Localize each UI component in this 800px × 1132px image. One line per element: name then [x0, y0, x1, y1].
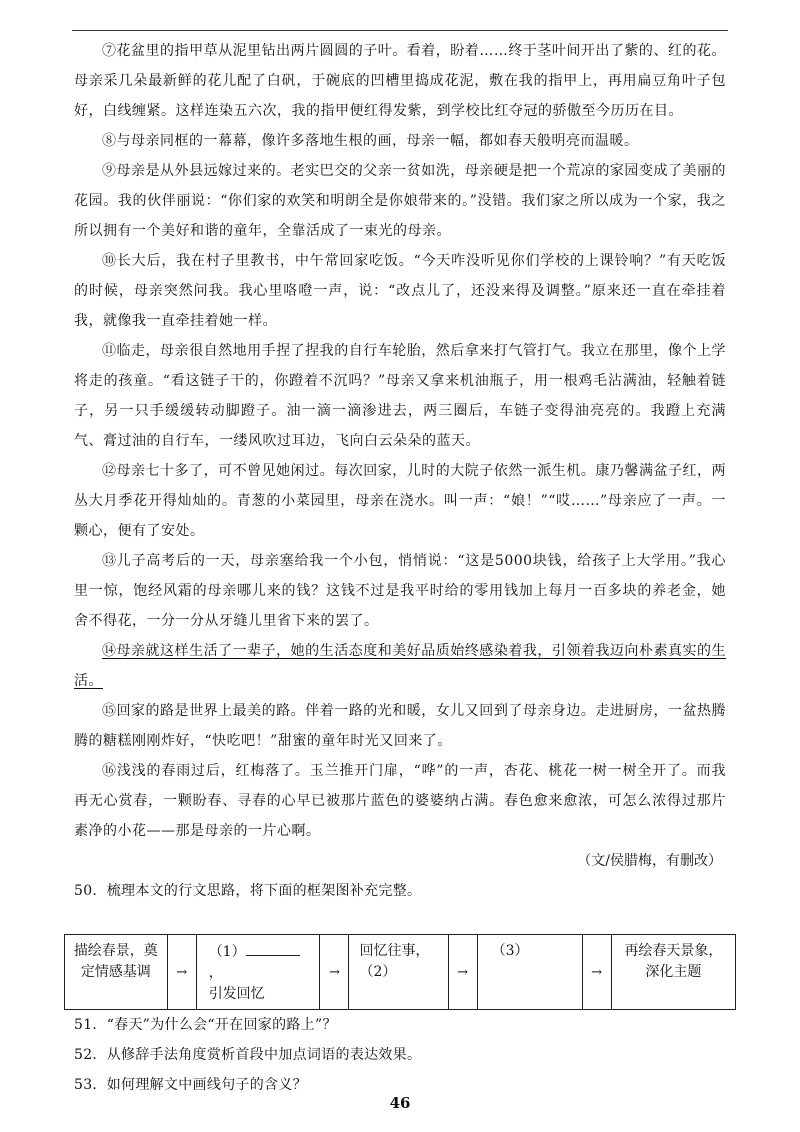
- framework-diagram: [64, 934, 736, 1010]
- question-50: 50．梳理本文的行文思路，将下面的框架图补充完整。: [74, 883, 422, 899]
- flow-box-5-line2: 深化主题: [645, 964, 702, 980]
- page-number: 46: [389, 1094, 411, 1112]
- paragraph-7: ⑦花盆里的指甲草从泥里钻出两片圆圆的子叶。看着，盼着……终于茎叶间开出了紫的、红的花。母亲采几朵最新鲜的花儿配了白矾，于碗底的凹槽里捣成花泥，敷在我的指甲上，再用扁豆角叶子包好，白线缠紧。这样连染五六次，我的指甲便红得发紫，到学校比红夺冠的骄傲至今历历在目。: [74, 43, 726, 119]
- answer-blank-1[interactable]: [246, 941, 300, 956]
- paragraph-8: ⑧与母亲同框的一幕幕，像许多落地生根的画，母亲一幅，都如春天般明亮而温暖。: [102, 133, 639, 149]
- flow-box-1-line2: 定情感基调: [80, 964, 151, 980]
- flow-box-1-line1: 描绘春景，奠: [73, 943, 158, 959]
- flow-box-3: [349, 935, 448, 1009]
- flow-box-4: [478, 935, 583, 1009]
- paragraph-10: ⑩长大后，我在村子里教书，中午常回家吃饭。“今天咋没听见你们学校的上课铃响？”有天吃饭的时候，母亲突然问我。我心里咯噔一声，说：“改点儿了，还没来得及调整。”原来还一直在牵挂着我，就像我一直牵挂着她一样。: [74, 253, 726, 329]
- flow-box-4-label: （3）: [491, 943, 529, 959]
- passage-body: [74, 36, 726, 906]
- arrow-icon: →: [168, 935, 197, 1009]
- paragraph-16: ⑯浅浅的春雨过后，红梅落了。玉兰推开门扉，“哗”的一声，杏花、桃花一树一树全开了。而我再无心赏春，一颗盼春、寻春的心早已被那片蓝色的婆婆纳占满。春色愈来愈浓，可怎么浓得过那片素净的小花——那是母亲的一片心啊。: [74, 763, 726, 839]
- flow-box-5: [612, 935, 735, 1009]
- paragraph-11: ⑪临走，母亲很自然地用手捏了捏我的自行车轮胎，然后拿来打气管打气。我立在那里，像个上学将走的孩童。“看这链子干的，你蹬着不沉吗？”母亲又拿来机油瓶子，用一根鸡毛沾满油，轻触着链子，另一只手缓缓转动脚蹬子。油一滴一滴渗进去，两三圈后，车链子变得油亮亮的。我蹬上充满气、膏过油的自行车，一缕风吹过耳边，飞向白云朵朵的蓝天。: [74, 343, 726, 449]
- paragraph-14: [74, 636, 726, 696]
- header-rule: [72, 30, 728, 31]
- flow-box-1: [65, 935, 168, 1009]
- article-source: （文/侯腊梅，有删改）: [577, 853, 722, 869]
- question-51: 51．“春天”为什么会“开在回家的路上”？: [74, 1017, 337, 1033]
- paragraph-15: ⑮回家的路是世界上最美的路。伴着一路的光和暖，女儿又回到了母亲身边。走进厨房，一盆热腾腾的糖糕刚刚炸好，“快吃吧！”甜蜜的童年时光又回来了。: [74, 703, 726, 749]
- blank-label-1: （1）: [208, 944, 246, 960]
- paragraph-9: ⑨母亲是从外县远嫁过来的。老实巴交的父亲一贫如洗，母亲硬是把一个荒凉的家园变成了美丽的花园。我的伙伴丽说：“你们家的欢笑和明朗全是你娘带来的。”没错。我们家之所以成为一个家，我之所以拥有一个美好和谐的童年，全靠活成了一束光的母亲。: [74, 163, 726, 239]
- underlined-sentence: ⑭母亲就这样生活了一辈子，她的生活态度和美好品质始终感染着我，引领着我迈向朴素真实的生活。: [74, 643, 726, 689]
- flow-box-2-line2: 引发回忆: [208, 986, 265, 1002]
- flow-box-5-line1: 再绘春天景象，: [624, 943, 723, 959]
- question-52: 52．从修辞手法角度赏析首段中加点词语的表达效果。: [74, 1047, 422, 1063]
- blank-comma: ，: [208, 965, 223, 981]
- flow-box-3-line1: 回忆往事，: [359, 943, 430, 959]
- arrow-icon: →: [449, 935, 478, 1009]
- arrow-icon: →: [583, 935, 612, 1009]
- flow-box-2: [197, 935, 321, 1009]
- paragraph-12: ⑫母亲七十多了，可不曾见她闲过。每次回家，儿时的大院子依然一派生机。康乃馨满盆子红，两丛大月季花开得灿灿的。青葱的小菜园里，母亲在浇水。叫一声：“娘！”“哎……”母亲应了一声。一颗心，便有了安处。: [74, 463, 726, 539]
- question-53: 53．如何理解文中画线句子的含义？: [74, 1077, 307, 1093]
- paragraph-13: ⑬儿子高考后的一天，母亲塞给我一个小包，悄悄说：“这是5000块钱，给孩子上大学用。”我心里一惊，饱经风霜的母亲哪儿来的钱？这钱不过是我平时给的零用钱加上每月一百多块的养老金，她舍不得花，一分一分从牙缝儿里省下来的罢了。: [74, 553, 726, 629]
- question-list: [74, 1010, 726, 1100]
- flow-box-2-line1: [209, 941, 314, 984]
- arrow-icon: →: [320, 935, 349, 1009]
- flow-box-3-line2: （2）: [359, 964, 397, 980]
